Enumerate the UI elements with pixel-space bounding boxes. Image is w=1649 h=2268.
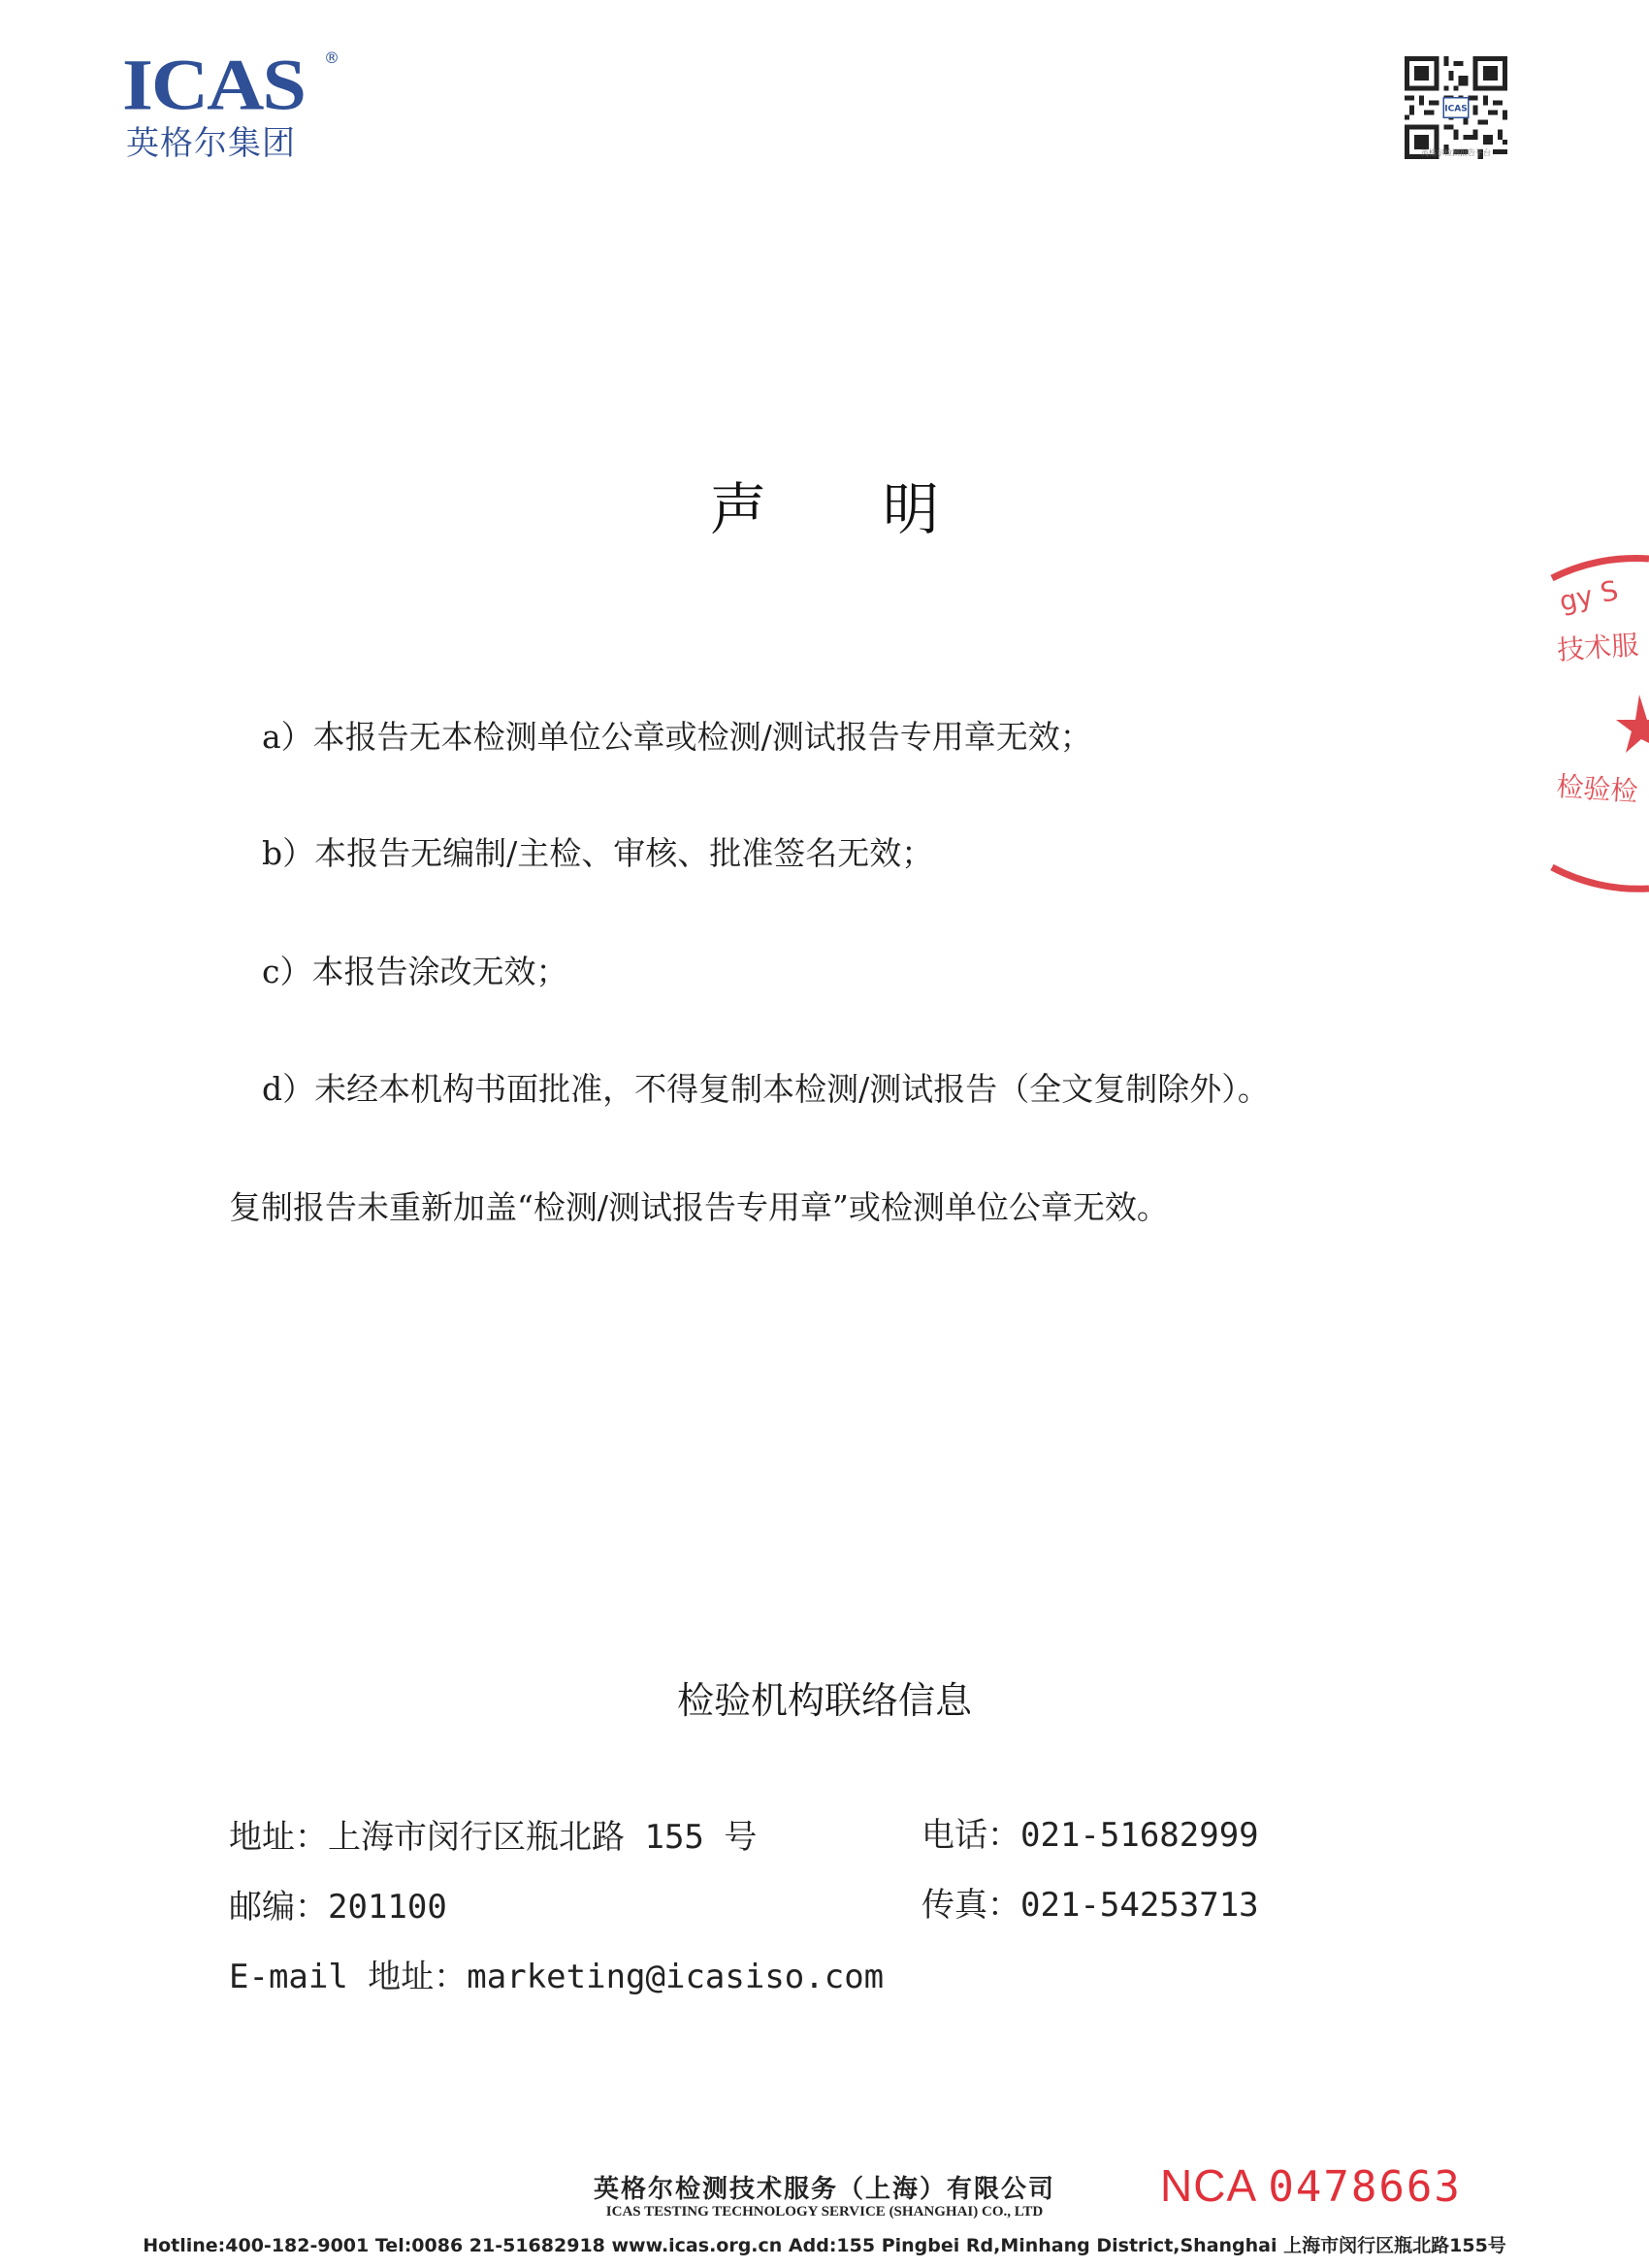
footer-company-en: ICAS TESTING TECHNOLOGY SERVICE (SHANGHAI) CO., LTD xyxy=(605,2204,1044,2219)
contact-heading: 检验机构联络信息 xyxy=(676,1679,972,1722)
stamp-text-mid: 技术服 xyxy=(1556,629,1640,666)
stamp-text-low: 检验检 xyxy=(1555,770,1639,808)
serial-digits: 0478663 xyxy=(1268,2162,1462,2212)
contact-email: E-mail 地址：marketing@icasiso.com xyxy=(229,1958,885,1996)
qr-caption: 英格尔检测报告平台 xyxy=(1421,148,1491,157)
stamp-text-top: gy S xyxy=(1556,573,1622,618)
logo-wordmark: ICAS xyxy=(122,44,305,126)
serial-number xyxy=(1160,2159,1462,2212)
company-logo xyxy=(122,44,345,165)
contact-address: 地址：上海市闵行区瓶北路 155 号 xyxy=(229,1818,758,1857)
red-seal-stamp xyxy=(1513,549,1649,898)
star-icon xyxy=(1616,695,1649,753)
logo-chinese-name: 英格尔集团 xyxy=(126,124,296,163)
statement-d: d）未经本机构书面批准，不得复制本检测/测试报告（全文复制除外）。 xyxy=(262,1070,1270,1108)
footer-company-cn: 英格尔检测技术服务（上海）有限公司 xyxy=(593,2175,1055,2204)
serial-prefix: NCA xyxy=(1160,2160,1255,2211)
contact-fax: 传真：021-54253713 xyxy=(922,1886,1259,1925)
statement-a: a）本报告无本检测单位公章或检测/测试报告专用章无效； xyxy=(262,718,1092,756)
copy-notice: 复制报告未重新加盖“检测/测试报告专用章”或检测单位公章无效。 xyxy=(229,1188,1169,1226)
page-title: 声明 xyxy=(709,476,1055,542)
contact-postcode: 邮编：201100 xyxy=(229,1888,447,1927)
registered-mark: ® xyxy=(324,49,340,67)
qr-code-icon xyxy=(1405,56,1507,159)
footer-info-line: Hotline:400-182-9001 Tel:0086 21-51682918 www.icas.org.cn Add:155 Pingbei Rd,Minhang District,Shanghai 上海市闵行区瓶北路155号 xyxy=(143,2235,1506,2256)
svg-text:ICAS: ICAS xyxy=(1444,104,1468,114)
contact-phone: 电话：021-51682999 xyxy=(922,1816,1259,1855)
statement-b: b）本报告无编制/主检、审核、批准签名无效； xyxy=(262,834,934,872)
statement-c: c）本报告涂改无效； xyxy=(262,953,568,990)
